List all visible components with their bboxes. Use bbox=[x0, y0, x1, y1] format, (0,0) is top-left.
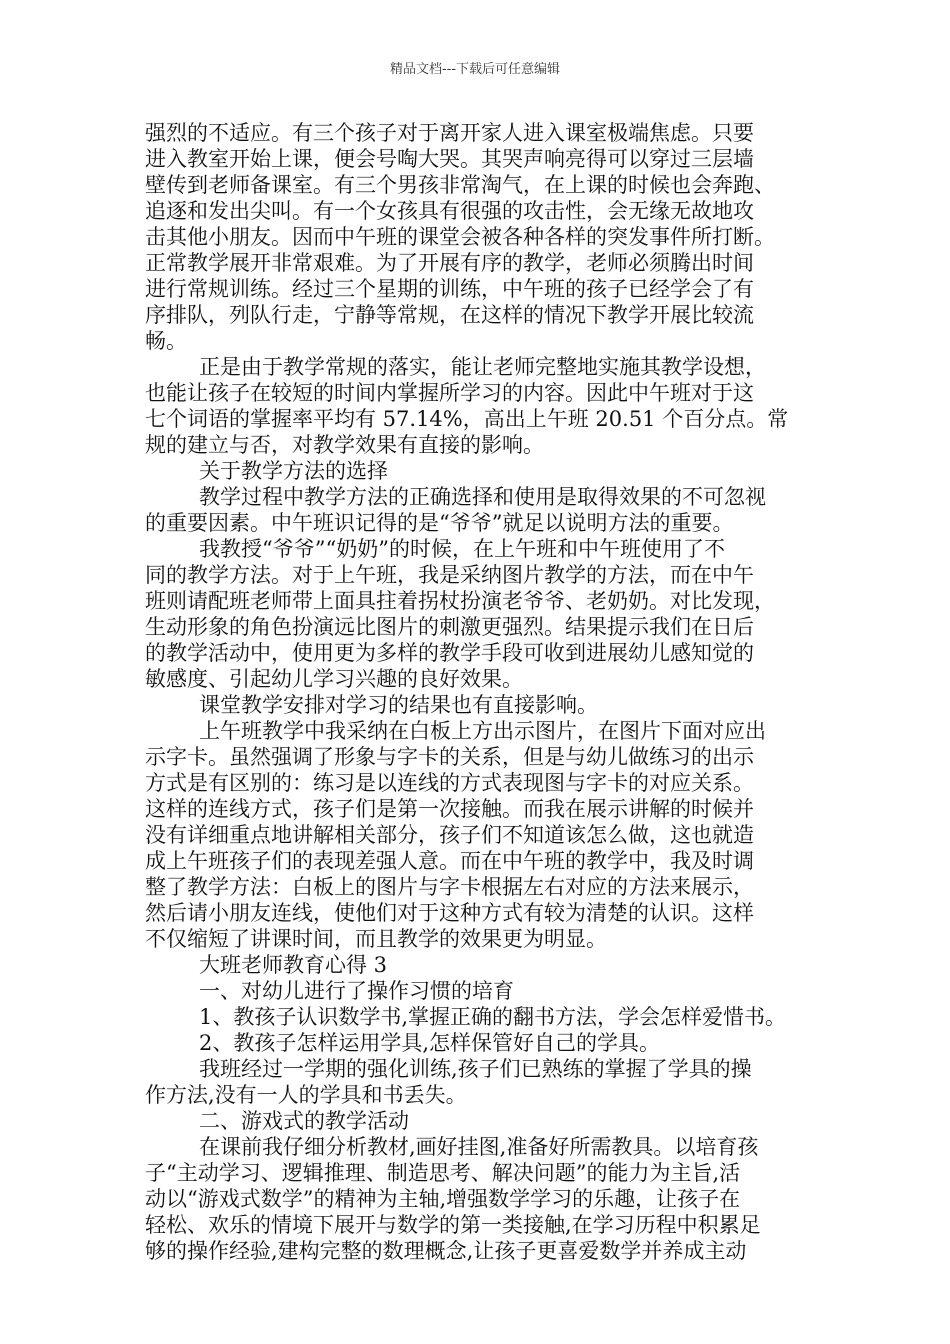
text-line: 班则请配班老师带上面具拄着拐杖扮演老爷爷、老奶奶。对比发现， bbox=[145, 589, 775, 613]
text-line: 击其他小朋友。因而中午班的课堂会被各种各样的突发事件所打断。 bbox=[145, 225, 775, 249]
text-line: 教学过程中教学方法的正确选择和使用是取得效果的不可忽视 bbox=[199, 485, 766, 509]
text-line: 生动形象的角色扮演远比图片的刺激更强烈。结果提示我们在日后 bbox=[145, 615, 754, 639]
text-line: 1、教孩子认识数学书,掌握正确的翻书方法，学会怎样爱惜书。 bbox=[199, 1005, 787, 1029]
text-line: 上午班教学中我采纳在白板上方出示图片，在图片下面对应出 bbox=[199, 719, 766, 743]
text-line: 的重要因素。中午班识记得的是“爷爷”就足以说明方法的重要。 bbox=[145, 511, 734, 535]
text-line: 然后请小朋友连线，使他们对于这种方式有较为清楚的认识。这样 bbox=[145, 901, 754, 925]
text-line: 我教授“爷爷”“奶奶”的时候，在上午班和中午班使用了不 bbox=[199, 537, 725, 561]
text-line: 没有详细重点地讲解相关部分，孩子们不知道该怎么做，这也就造 bbox=[145, 823, 754, 847]
text-line: 一、对幼儿进行了操作习惯的培育 bbox=[199, 979, 514, 1003]
text-line: 大班老师教育心得 3 bbox=[199, 953, 388, 977]
text-line: 敏感度、引起幼儿学习兴趣的良好效果。 bbox=[145, 667, 523, 691]
text-line: 关于教学方法的选择 bbox=[199, 459, 388, 483]
text-line: 方式是有区别的：练习是以连线的方式表现图与字卡的对应关系。 bbox=[145, 771, 754, 795]
text-line: 不仅缩短了讲课时间，而且教学的效果更为明显。 bbox=[145, 927, 607, 951]
text-line: 追逐和发出尖叫。有一个女孩具有很强的攻击性，会无缘无故地攻 bbox=[145, 199, 754, 223]
text-line: 在课前我仔细分析教材,画好挂图,准备好所需教具。以培育孩 bbox=[199, 1135, 759, 1159]
text-line: 成上午班孩子们的表现差强人意。而在中午班的教学中，我及时调 bbox=[145, 849, 754, 873]
text-line: 我班经过一学期的强化训练,孩子们已熟练的掌握了学具的操 bbox=[199, 1057, 752, 1081]
text-line: 七个词语的掌握率平均有 57.14%，高出上午班 20.51 个百分点。常 bbox=[145, 407, 789, 431]
page-header: 精品文档---下载后可任意编辑 bbox=[389, 62, 561, 77]
text-line: 轻松、欢乐的情境下展开与数学的第一类接触,在学习历程中积累足 bbox=[145, 1213, 761, 1237]
text-line: 这样的连线方式，孩子们是第一次接触。而我在展示讲解的时候并 bbox=[145, 797, 754, 821]
text-line: 进行常规训练。经过三个星期的训练，中午班的孩子已经学会了有 bbox=[145, 277, 754, 301]
text-line: 够的操作经验,建构完整的数理概念,让孩子更喜爱数学并养成主动 bbox=[145, 1239, 747, 1263]
text-line: 强烈的不适应。有三个孩子对于离开家人进入课室极端焦虑。只要 bbox=[145, 121, 754, 145]
text-line: 壁传到老师备课室。有三个男孩非常淘气，在上课的时候也会奔跑、 bbox=[145, 173, 775, 197]
text-line: 序排队，列队行走，宁静等常规，在这样的情况下教学开展比较流 bbox=[145, 303, 754, 327]
text-line: 示字卡。虽然强调了形象与字卡的关系，但是与幼儿做练习的出示 bbox=[145, 745, 754, 769]
text-line: 子“主动学习、逻辑推理、制造思考、解决问题”的能力为主旨,活 bbox=[145, 1161, 741, 1185]
text-line: 进入教室开始上课，便会号啕大哭。其哭声响亮得可以穿过三层墙 bbox=[145, 147, 754, 171]
text-line: 畅。 bbox=[145, 329, 187, 353]
text-line: 2、教孩子怎样运用学具,怎样保管好自己的学具。 bbox=[199, 1031, 661, 1055]
text-line: 的教学活动中，使用更为多样的教学手段可收到进展幼儿感知觉的 bbox=[145, 641, 754, 665]
text-line: 作方法,没有一人的学具和书丢失。 bbox=[145, 1083, 467, 1107]
text-line: 动以“游戏式数学”的精神为主轴,增强数学学习的乐趣，让孩子在 bbox=[145, 1187, 741, 1211]
text-line: 同的教学方法。对于上午班，我是采纳图片教学的方法，而在中午 bbox=[145, 563, 754, 587]
text-line: 二、游戏式的教学活动 bbox=[199, 1109, 409, 1133]
text-line: 规的建立与否，对教学效果有直接的影响。 bbox=[145, 433, 544, 457]
document-body bbox=[145, 120, 835, 1264]
text-line: 正常教学展开非常艰难。为了开展有序的教学，老师必须腾出时间 bbox=[145, 251, 754, 275]
text-line: 也能让孩子在较短的时间内掌握所学习的内容。因此中午班对于这 bbox=[145, 381, 754, 405]
text-line: 整了教学方法：白板上的图片与字卡根据左右对应的方法来展示， bbox=[145, 875, 754, 899]
text-line: 正是由于教学常规的落实，能让老师完整地实施其教学设想， bbox=[199, 355, 766, 379]
text-line: 课堂教学安排对学习的结果也有直接影响。 bbox=[199, 693, 598, 717]
